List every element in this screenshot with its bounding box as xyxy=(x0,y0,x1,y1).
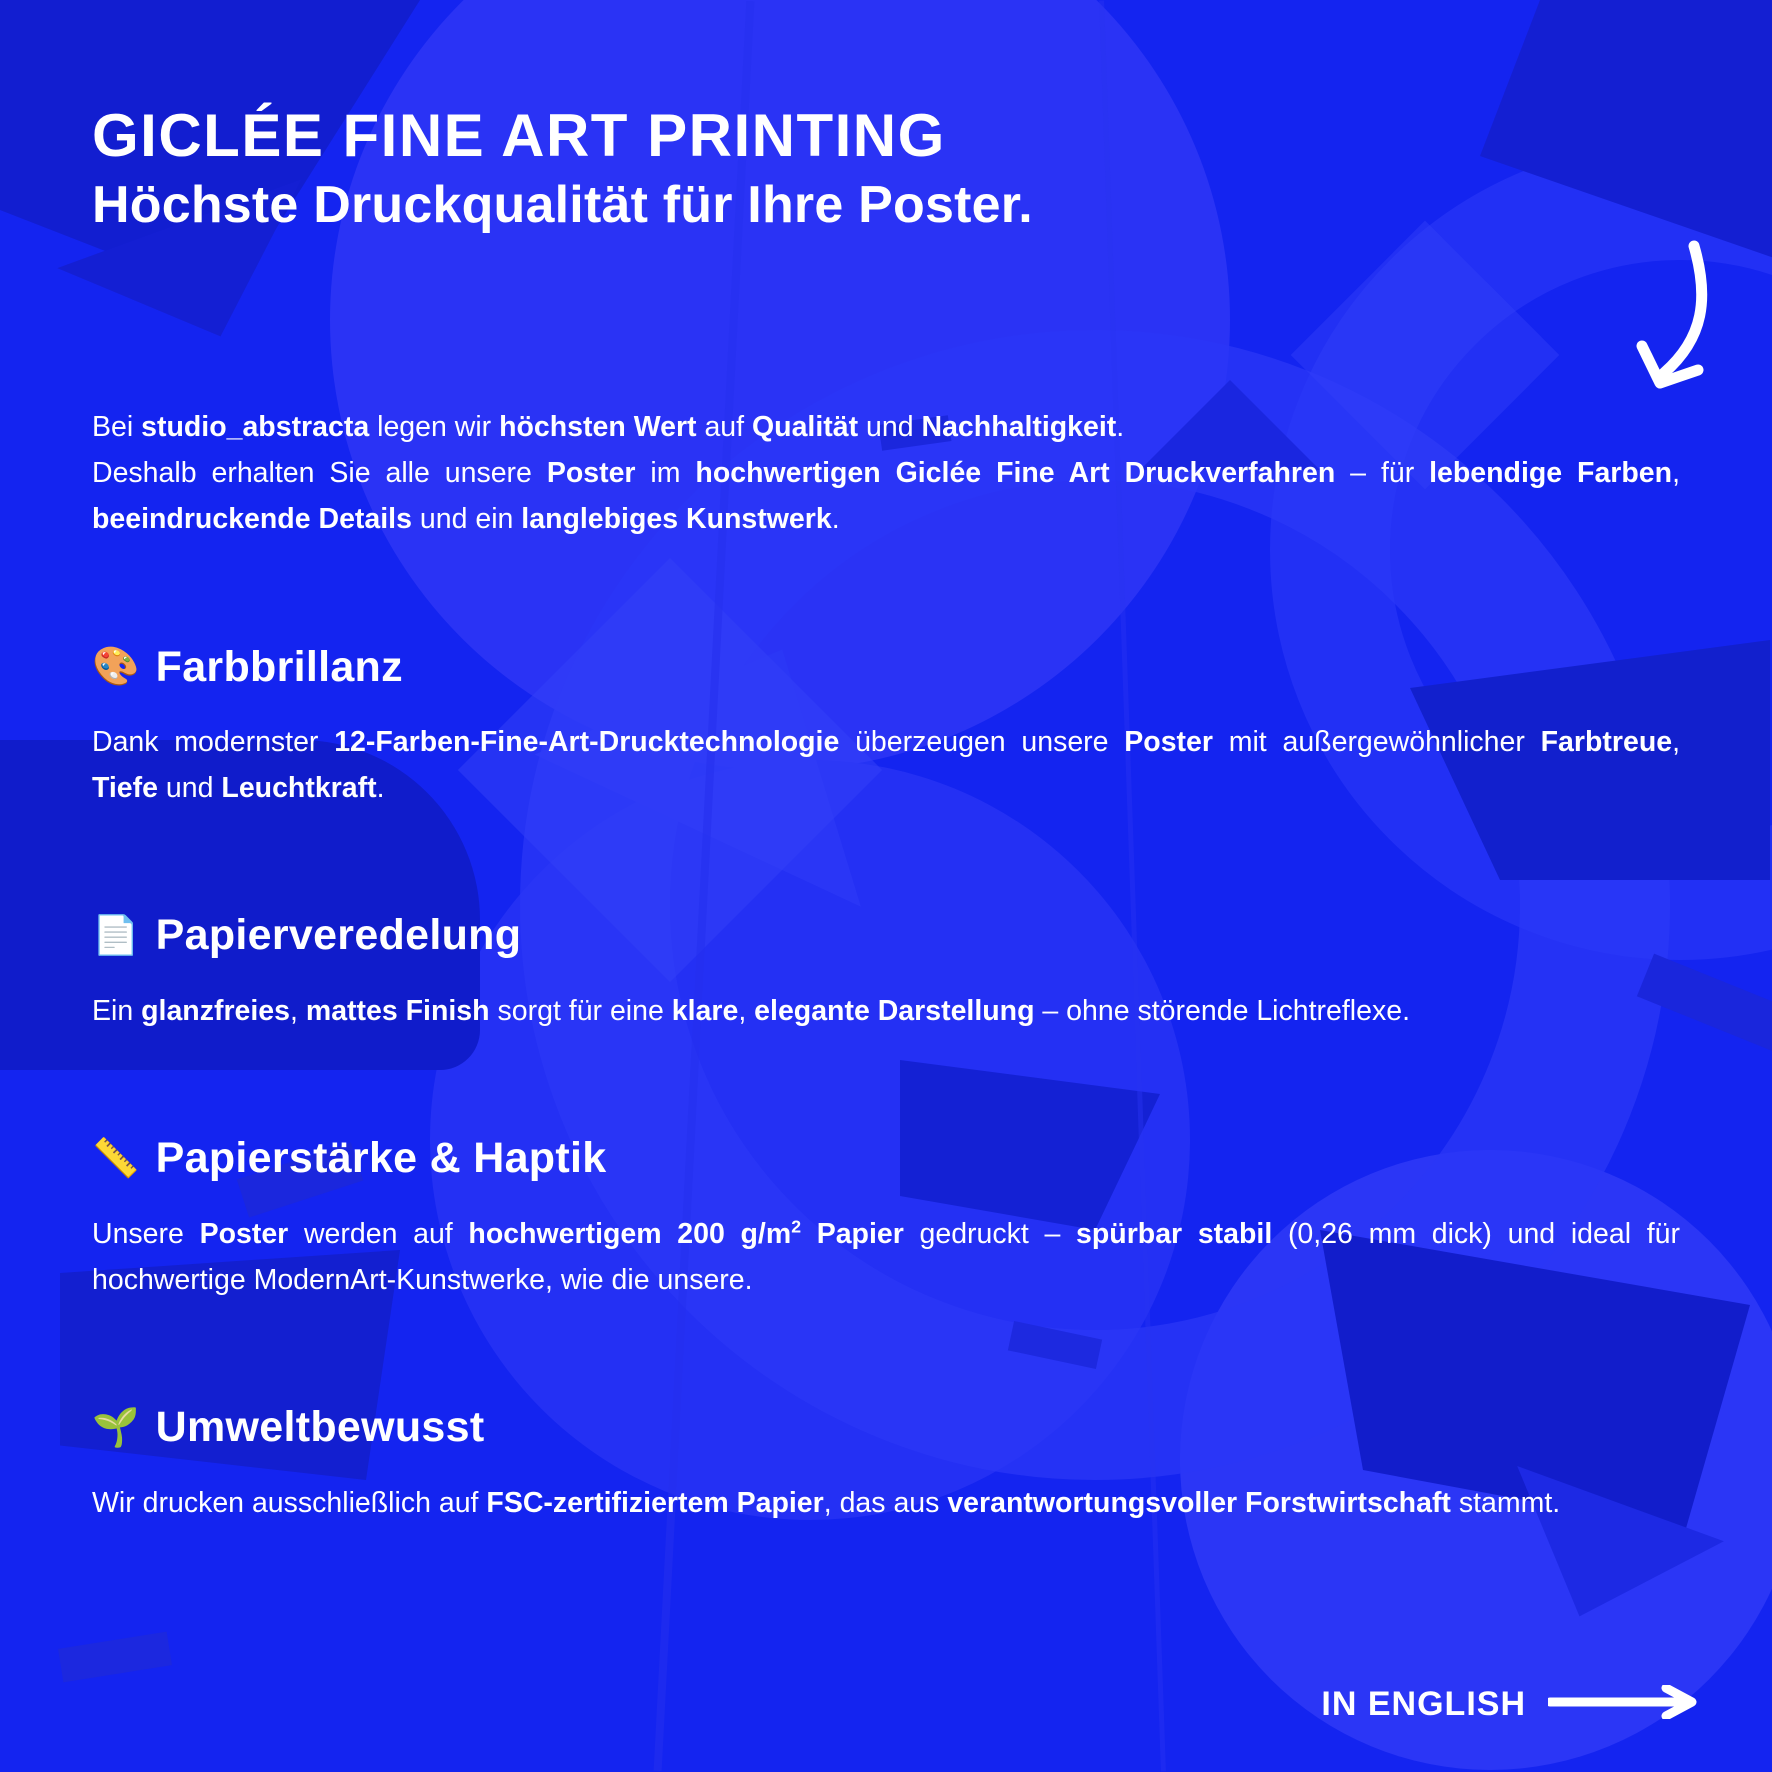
intro-text-6: Deshalb erhalten Sie alle unsere xyxy=(92,457,547,490)
intro-text-11: . xyxy=(831,503,840,536)
s2-t4: , xyxy=(738,994,755,1027)
page-title: GICLÉE FINE ART PRINTING xyxy=(92,102,946,169)
s2-t3: sorgt für eine xyxy=(489,994,672,1027)
intro-emph-1: höchsten Wert xyxy=(499,411,697,444)
section-umweltbewusst xyxy=(92,1403,1680,1526)
s2-b3: klare xyxy=(671,994,739,1027)
section-2-title-label: Papierveredelung xyxy=(155,911,522,960)
s2-t2: , xyxy=(290,994,306,1027)
intro-emph-2: Qualität xyxy=(752,411,859,444)
intro-text-9: , xyxy=(1672,457,1680,490)
section-3-title-label: Papierstärke & Haptik xyxy=(155,1134,607,1183)
s3-t3: gedruckt – xyxy=(903,1217,1077,1250)
s4-b1: FSC-zertifiziertem Papier xyxy=(486,1486,824,1519)
s4-t1: Wir drucken ausschließlich auf xyxy=(92,1486,487,1519)
palette-icon: 🎨 xyxy=(92,646,140,689)
s4-t2: , das aus xyxy=(823,1486,948,1519)
s3-t2: werden auf xyxy=(288,1217,469,1250)
intro-paragraph xyxy=(92,404,1680,542)
s3-b1: Poster xyxy=(199,1217,289,1250)
section-papierveredelung xyxy=(92,911,1680,1034)
s1-t3: mit außergewöhnlicher xyxy=(1212,726,1541,759)
in-english-label: IN ENGLISH xyxy=(1321,1685,1526,1723)
section-1-title xyxy=(92,643,1680,692)
seedling-icon: 🌱 xyxy=(92,1406,140,1449)
s2-b2: mattes Finish xyxy=(305,994,490,1027)
section-papierstaerke-haptik xyxy=(92,1134,1680,1303)
intro-text-3: auf xyxy=(696,411,752,444)
document-icon: 📄 xyxy=(92,914,140,957)
s1-t4: , xyxy=(1672,726,1680,759)
intro-emph-5: hochwertigen Giclée Fine Art Druckverfahren xyxy=(695,457,1336,490)
bg-chip-5 xyxy=(58,1632,172,1683)
s1-b5: Leuchtkraft xyxy=(221,771,377,804)
s3-b2 xyxy=(468,1218,903,1250)
s1-b3: Farbtreue xyxy=(1540,726,1673,759)
intro-text-4: und xyxy=(858,411,922,444)
s3-b2-text2: Papier xyxy=(801,1217,904,1250)
intro-text-8: – für xyxy=(1335,457,1430,490)
section-4-title xyxy=(92,1403,1680,1452)
intro-emph-3: Nachhaltigkeit xyxy=(921,411,1117,444)
intro-text-7: im xyxy=(635,457,696,490)
s3-superscript: 2 xyxy=(791,1216,802,1237)
s3-t1: Unsere xyxy=(92,1217,200,1250)
section-4-body xyxy=(92,1481,1680,1527)
s1-b2: Poster xyxy=(1124,726,1213,759)
in-english-link[interactable] xyxy=(1321,1685,1698,1724)
section-3-body xyxy=(92,1212,1680,1303)
s1-t5: und xyxy=(158,771,222,804)
intro-text-5: . xyxy=(1116,411,1125,444)
s2-b1: glanzfreies xyxy=(141,994,291,1027)
s1-t2: überzeugen unsere xyxy=(839,726,1125,759)
intro-emph-8: langlebiges Kunstwerk xyxy=(521,503,832,536)
intro-emph-4: Poster xyxy=(546,457,636,490)
s4-t3: stammt. xyxy=(1450,1486,1561,1519)
section-2-body xyxy=(92,989,1680,1035)
s2-t5: – ohne störende Lichtreflexe. xyxy=(1034,994,1410,1027)
section-1-body xyxy=(92,720,1680,811)
intro-emph-7: beeindruckende Details xyxy=(92,503,412,536)
curved-arrow-down-icon xyxy=(1564,238,1714,413)
ruler-icon: 📏 xyxy=(92,1137,140,1180)
section-1-title-label: Farbbrillanz xyxy=(155,642,403,691)
intro-text-10: und ein xyxy=(411,503,522,536)
arrow-right-icon xyxy=(1548,1685,1698,1724)
section-farbbrillanz xyxy=(92,643,1680,812)
intro-emph-6: lebendige Farben xyxy=(1429,457,1673,490)
page-subtitle: Höchste Druckqualität für Ihre Poster. xyxy=(92,175,1033,234)
s4-b2: verantwortungsvoller Forstwirtschaft xyxy=(947,1486,1451,1519)
section-2-title xyxy=(92,911,1680,960)
s1-b1: 12-Farben-Fine-Art-Drucktechnologie xyxy=(334,726,840,759)
s3-b2-text: hochwertigem 200 g/m xyxy=(468,1217,792,1250)
s1-t6: . xyxy=(376,771,385,804)
intro-text-1: Bei xyxy=(92,411,142,444)
s3-t4: (0,26 mm dick) und ideal für hochwertige ModernArt-Kunstwerke, wie die unsere. xyxy=(92,1217,1680,1296)
s1-t1: Dank modernster xyxy=(92,726,335,759)
intro-brand: studio_abstracta xyxy=(141,411,370,444)
intro-text-2: legen wir xyxy=(369,411,500,444)
section-4-title-label: Umweltbewusst xyxy=(155,1403,485,1452)
s2-t1: Ein xyxy=(92,994,142,1027)
s2-b4: elegante Darstellung xyxy=(754,994,1035,1027)
s3-b3: spürbar stabil xyxy=(1076,1217,1273,1250)
section-3-title xyxy=(92,1134,1680,1183)
s1-b4: Tiefe xyxy=(92,771,159,804)
